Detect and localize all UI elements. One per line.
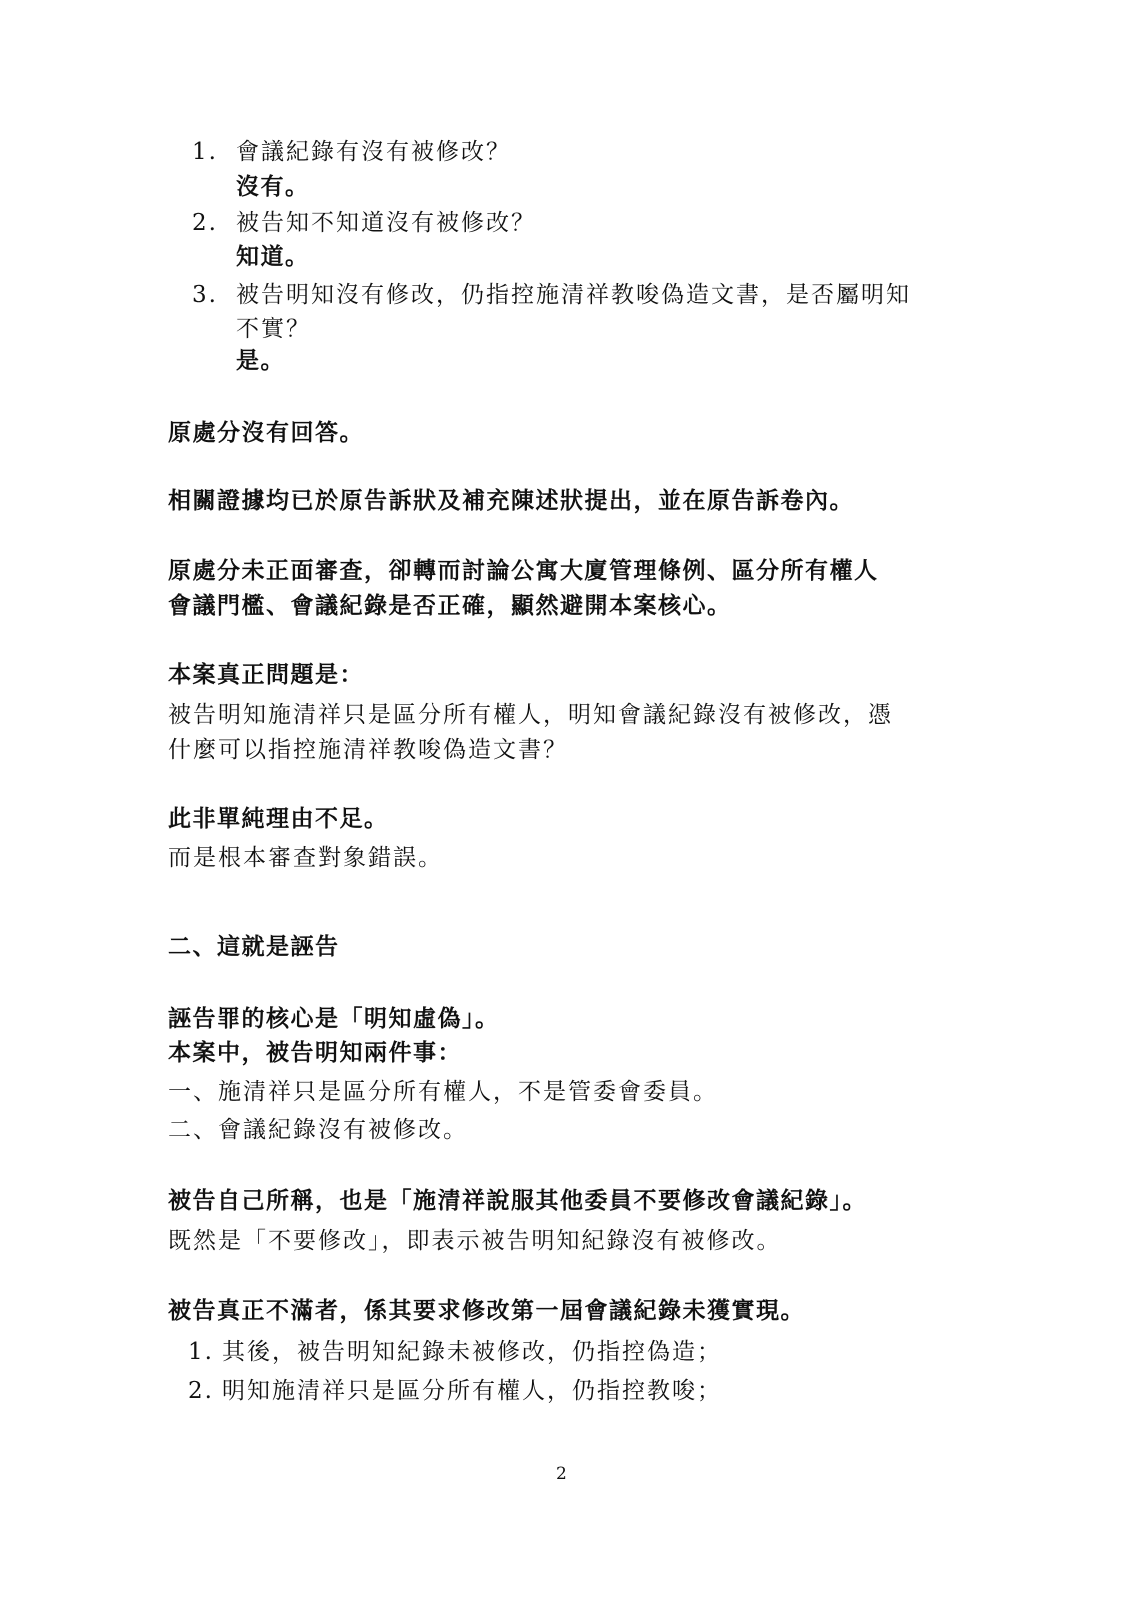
section-2-knows: 本案中，被告明知兩件事：: [168, 1040, 462, 1066]
section-2-item-1: 一、施清祥只是區分所有權人，不是管委會委員。: [168, 1079, 718, 1105]
not-insufficient-body: 而是根本審查對象錯誤。: [168, 845, 443, 871]
dissatisfaction-item-2-number: 2.: [188, 1378, 214, 1404]
dissatisfaction-item-1: [188, 1337, 722, 1367]
defendant-claim-heading: 被告自己所稱，也是「施清祥說服其他委員不要修改會議紀錄」。: [168, 1188, 867, 1214]
answer-3: 是。: [236, 348, 285, 374]
question-3-text-line2: 不實？: [236, 316, 311, 342]
para-no-answer: 原處分沒有回答。: [168, 420, 364, 446]
dissatisfaction-item-2: [188, 1376, 722, 1406]
answer-1: 沒有。: [236, 174, 310, 200]
question-3: [192, 280, 911, 310]
question-2-number: 2.: [192, 210, 218, 236]
dissatisfaction-heading: 被告真正不滿者，係其要求修改第一屆會議紀錄未獲實現。: [168, 1298, 805, 1324]
question-2: [192, 208, 536, 238]
question-3-text-line1: 被告明知沒有修改，仍指控施清祥教唆偽造文書，是否屬明知: [236, 282, 911, 308]
real-issue-line2: 什麼可以指控施清祥教唆偽造文書？: [168, 737, 568, 763]
question-1: [192, 137, 511, 167]
question-2-text: 被告知不知道沒有被修改？: [236, 210, 536, 236]
section-2-title: 二、這就是誣告: [168, 934, 340, 960]
page-number: 2: [556, 1464, 567, 1484]
question-3-number: 3.: [192, 282, 218, 308]
real-issue-heading: 本案真正問題是：: [168, 662, 364, 688]
section-2-core: 誣告罪的核心是「明知虛偽」。: [168, 1006, 500, 1032]
answer-2: 知道。: [236, 244, 310, 270]
para-evidence: 相關證據均已於原告訴狀及補充陳述狀提出，並在原告訴卷內。: [168, 488, 854, 514]
defendant-claim-body: 既然是「不要修改」，即表示被告明知紀錄沒有被修改。: [168, 1228, 782, 1254]
para-review-line1: 原處分未正面審查，卻轉而討論公寓大廈管理條例、區分所有權人: [168, 558, 879, 584]
section-2-item-2: 二、會議紀錄沒有被修改。: [168, 1117, 468, 1143]
question-1-number: 1.: [192, 139, 218, 165]
dissatisfaction-item-1-text: 其後，被告明知紀錄未被修改，仍指控偽造；: [222, 1339, 722, 1365]
question-1-text: 會議紀錄有沒有被修改？: [236, 139, 511, 165]
para-review-line2: 會議門檻、會議紀錄是否正確，顯然避開本案核心。: [168, 593, 732, 619]
real-issue-line1: 被告明知施清祥只是區分所有權人，明知會議紀錄沒有被修改，憑: [168, 702, 893, 728]
dissatisfaction-item-2-text: 明知施清祥只是區分所有權人，仍指控教唆；: [222, 1378, 722, 1404]
not-insufficient-heading: 此非單純理由不足。: [168, 806, 389, 832]
dissatisfaction-item-1-number: 1.: [188, 1339, 214, 1365]
